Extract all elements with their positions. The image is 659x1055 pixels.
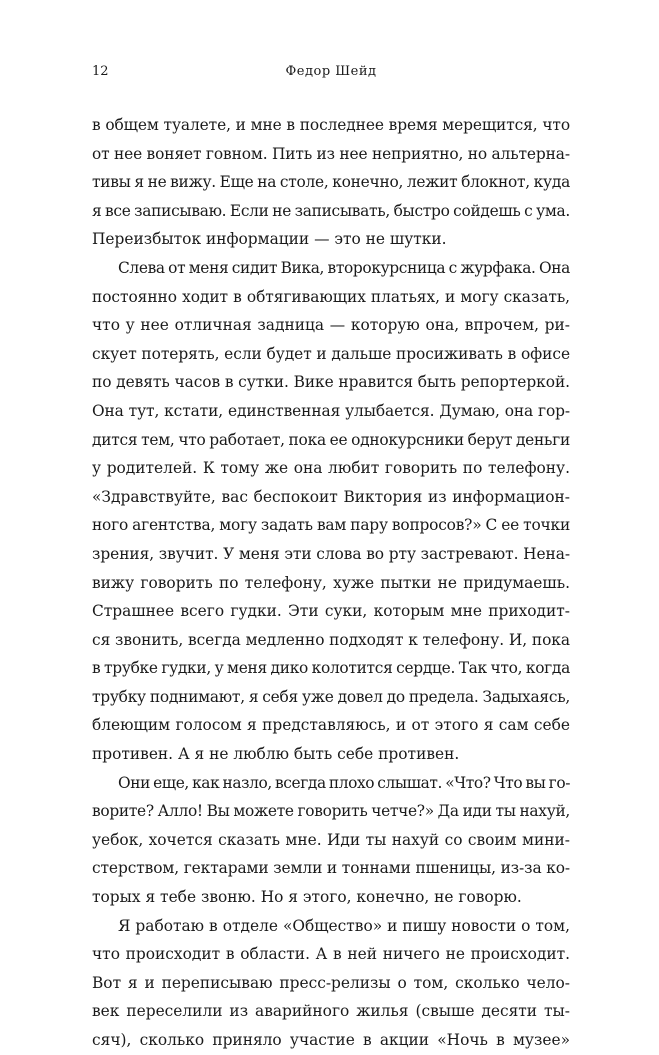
- text-line: что происходит в области. А в ней ничего не происходит.: [92, 945, 570, 964]
- text-line: дится тем, что работает, пока ее однокурсники берут деньги: [92, 430, 570, 449]
- body-text: [92, 111, 570, 1055]
- running-head: [92, 62, 570, 82]
- text-line: Страшнее всего гудки. Эти суки, которым мне приходит-: [92, 602, 570, 621]
- text-line: в трубке гудки, у меня дико колотится сердце. Так что, когда: [92, 659, 570, 678]
- text-line: что у нее отличная задница — которую она, впрочем, ри-: [92, 316, 570, 335]
- page-number: 12: [92, 64, 109, 79]
- text-line: Переизбыток информации — это не шутки.: [92, 230, 447, 249]
- text-line: зрения, звучит. У меня эти слова во рту застревают. Нена-: [92, 544, 570, 563]
- text-line: сяч), сколько приняло участие в акции «Ночь в музее»: [92, 1031, 570, 1049]
- text-line: по девять часов в сутки. Вике нравится быть репортеркой.: [92, 373, 570, 392]
- text-line: Я работаю в отделе «Общество» и пишу новости о том,: [118, 916, 570, 935]
- text-line: торых я тебе звоню. Но я этого, конечно, не говорю.: [92, 888, 522, 907]
- text-line: от нее воняет говном. Пить из нее неприятно, но альтерна-: [92, 144, 570, 163]
- text-line: уебок, хочется сказать мне. Иди ты нахуй со своим мини-: [92, 830, 570, 849]
- text-line: противен. А я не люблю быть себе противен.: [92, 745, 460, 764]
- text-line: век переселили из аварийного жилья (свыше десяти ты-: [92, 1002, 570, 1021]
- text-line: стерством, гектарами земли и тоннами пшеницы, из-за ко-: [92, 859, 570, 878]
- text-line: Вот я и переписываю пресс-релизы о том, сколько чело-: [92, 973, 570, 992]
- text-line: я все записываю. Если не записывать, быстро сойдешь с ума.: [92, 201, 570, 220]
- text-line: в общем туалете, и мне в последнее время мерещится, что: [92, 116, 570, 134]
- text-line: Она тут, кстати, единственная улыбается. Думаю, она гор-: [92, 401, 570, 420]
- text-line: Слева от меня сидит Вика, второкурсница с журфака. Она: [118, 258, 570, 277]
- text-line: тивы я не вижу. Еще на столе, конечно, лежит блокнот, куда: [92, 173, 570, 192]
- text-line: ворите? Алло! Вы можете говорить четче?» Да иди ты нахуй,: [92, 802, 570, 821]
- text-line: постоянно ходит в обтягивающих платьях, и могу сказать,: [92, 287, 570, 306]
- text-line: скует потерять, если будет и дальше просиживать в офисе: [92, 344, 570, 363]
- text-line: у родителей. К тому же она любит говорить по телефону.: [92, 459, 570, 478]
- text-line: ного агентства, могу задать вам пару вопросов?» С ее точки: [92, 516, 570, 535]
- text-line: «Здравствуйте, вас беспокоит Виктория из информацион-: [92, 487, 570, 506]
- text-line: вижу говорить по телефону, хуже пытки не придумаешь.: [92, 573, 570, 592]
- running-title: Федор Шейд: [285, 64, 377, 79]
- text-line: блеющим голосом я представляюсь, и от этого я сам себе: [92, 716, 570, 735]
- text-line: Они еще, как назло, всегда плохо слышат. «Что? Что вы го-: [118, 773, 570, 792]
- text-line: трубку поднимают, я себя уже довел до предела. Задыхаясь,: [92, 687, 570, 706]
- text-line: ся звонить, всегда медленно подходят к телефону. И, пока: [92, 630, 570, 649]
